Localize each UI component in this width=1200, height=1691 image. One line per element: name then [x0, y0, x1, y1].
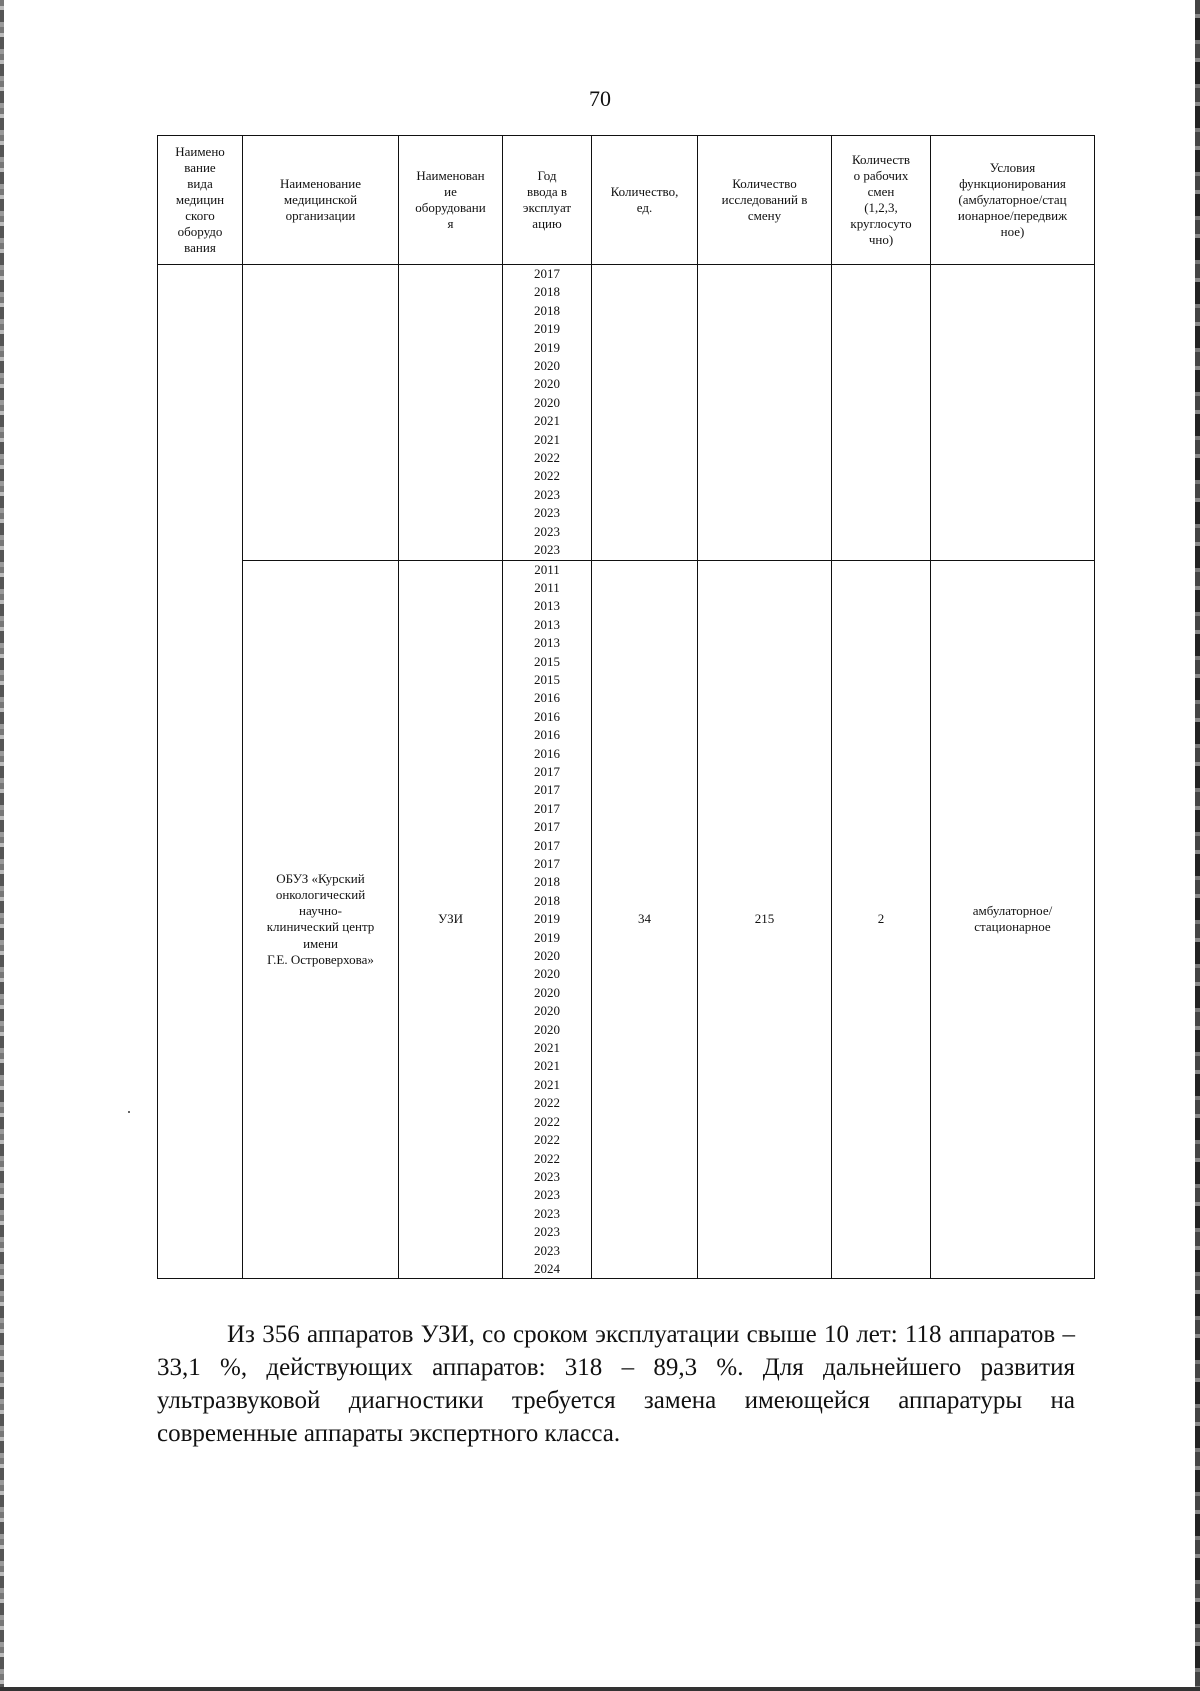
year-entry: 2023 — [534, 1168, 560, 1184]
year-entry: 2023 — [534, 1205, 560, 1221]
year-entry: 2023 — [534, 486, 560, 502]
header-cell: Условия функционирования (амбулаторное/стац ионарное/передвиж ное) — [931, 136, 1095, 265]
year-entry: 2022 — [534, 468, 560, 484]
year-entry: 2020 — [534, 984, 560, 1000]
header-cell: Количеств о рабочих смен (1,2,3, круглосуто чно) — [832, 136, 931, 265]
year-entry: 2020 — [534, 376, 560, 392]
year-entry: 2018 — [534, 284, 560, 300]
studies-per-shift-cell — [698, 265, 832, 561]
year-entry: 2017 — [534, 763, 560, 779]
year-entry: 2015 — [534, 653, 560, 669]
header-cell: Наименование медицинской организации — [243, 136, 399, 265]
year-entry: 2016 — [534, 690, 560, 706]
year-entry: 2018 — [534, 892, 560, 908]
year-entry: 2020 — [534, 358, 560, 374]
year-entry: 2022 — [534, 1113, 560, 1129]
scan-edge-bottom — [0, 1687, 1200, 1691]
header-cell: Наименован ие оборудовани я — [399, 136, 503, 265]
year-entry: 2019 — [534, 911, 560, 927]
year-entry: 2022 — [534, 1132, 560, 1148]
paragraph-text: Из 356 аппаратов УЗИ, со сроком эксплуатации свыше 10 лет: 118 аппаратов – 33,1 %, действующих аппаратов: 318 – 89,3 %. Для дальнейшего развития ультразвуковой диагностики требуется замена имеющейся аппаратуры на современные аппараты экспертного класса. — [157, 1321, 1075, 1447]
shifts-cell: 2 — [832, 560, 931, 1279]
year-entry: 2024 — [534, 1260, 560, 1276]
conditions-cell: амбулаторное/ стационарное — [931, 560, 1095, 1279]
year-entry: 2022 — [534, 450, 560, 466]
year-entry: 2020 — [534, 394, 560, 410]
year-entry: 2017 — [534, 782, 560, 798]
years-cell — [503, 265, 592, 561]
year-entry: 2023 — [534, 523, 560, 539]
header-cell: Год ввода в эксплуат ацию — [503, 136, 592, 265]
header-cell: Наимено вание вида медицин ского оборудо вания — [158, 136, 243, 265]
year-entry: 2021 — [534, 431, 560, 447]
shifts-cell — [832, 265, 931, 561]
year-entry: 2021 — [534, 1076, 560, 1092]
years-cell — [503, 560, 592, 1279]
year-entry: 2020 — [534, 1003, 560, 1019]
year-entry: 2018 — [534, 874, 560, 890]
year-entry: 2020 — [534, 948, 560, 964]
year-entry: 2023 — [534, 542, 560, 558]
equipment-cell: УЗИ — [399, 560, 503, 1279]
year-entry: 2017 — [534, 837, 560, 853]
header-cell: Количество исследований в смену — [698, 136, 832, 265]
year-entry: 2023 — [534, 1187, 560, 1203]
page-number: 70 — [589, 86, 611, 111]
year-entry: 2016 — [534, 745, 560, 761]
scan-speck — [128, 1111, 130, 1113]
header-cell: Количество, ед. — [592, 136, 698, 265]
conditions-cell — [931, 265, 1095, 561]
year-entry: 2017 — [534, 800, 560, 816]
year-entry: 2023 — [534, 1242, 560, 1258]
studies-per-shift-cell: 215 — [698, 560, 832, 1279]
year-entry: 2023 — [534, 505, 560, 521]
year-entry: 2020 — [534, 1021, 560, 1037]
year-entry: 2021 — [534, 1040, 560, 1056]
table-row — [158, 560, 1095, 1279]
year-entry: 2021 — [534, 1058, 560, 1074]
quantity-cell: 34 — [592, 560, 698, 1279]
year-entry: 2022 — [534, 1095, 560, 1111]
year-entry: 2016 — [534, 708, 560, 724]
year-entry: 2011 — [534, 579, 560, 595]
year-entry: 2019 — [534, 929, 560, 945]
year-entry: 2013 — [534, 616, 560, 632]
year-entry: 2021 — [534, 413, 560, 429]
year-entry: 2011 — [534, 561, 560, 577]
year-entry: 2017 — [534, 266, 560, 281]
organization-cell — [243, 265, 399, 561]
year-entry: 2019 — [534, 339, 560, 355]
year-entry: 2013 — [534, 635, 560, 651]
year-entry: 2020 — [534, 966, 560, 982]
year-entry: 2013 — [534, 598, 560, 614]
scan-edge-right — [1195, 0, 1200, 1691]
quantity-cell — [592, 265, 698, 561]
summary-paragraph — [157, 1318, 1075, 1450]
year-entry: 2016 — [534, 727, 560, 743]
equipment-table — [157, 135, 1095, 1279]
year-entry: 2015 — [534, 671, 560, 687]
year-entry: 2017 — [534, 819, 560, 835]
year-entry: 2018 — [534, 302, 560, 318]
equipment-cell — [399, 265, 503, 561]
year-entry: 2017 — [534, 856, 560, 871]
scan-edge-left — [0, 0, 4, 1691]
organization-cell: ОБУЗ «Курский онкологический научно- клинический центр имени Г.Е. Островерхова» — [243, 560, 399, 1279]
year-entry: 2023 — [534, 1224, 560, 1240]
year-entry: 2019 — [534, 321, 560, 337]
table-row — [158, 265, 1095, 561]
table-header-row — [158, 136, 1095, 265]
year-entry: 2022 — [534, 1150, 560, 1166]
equipment-type-cell — [158, 265, 243, 1279]
